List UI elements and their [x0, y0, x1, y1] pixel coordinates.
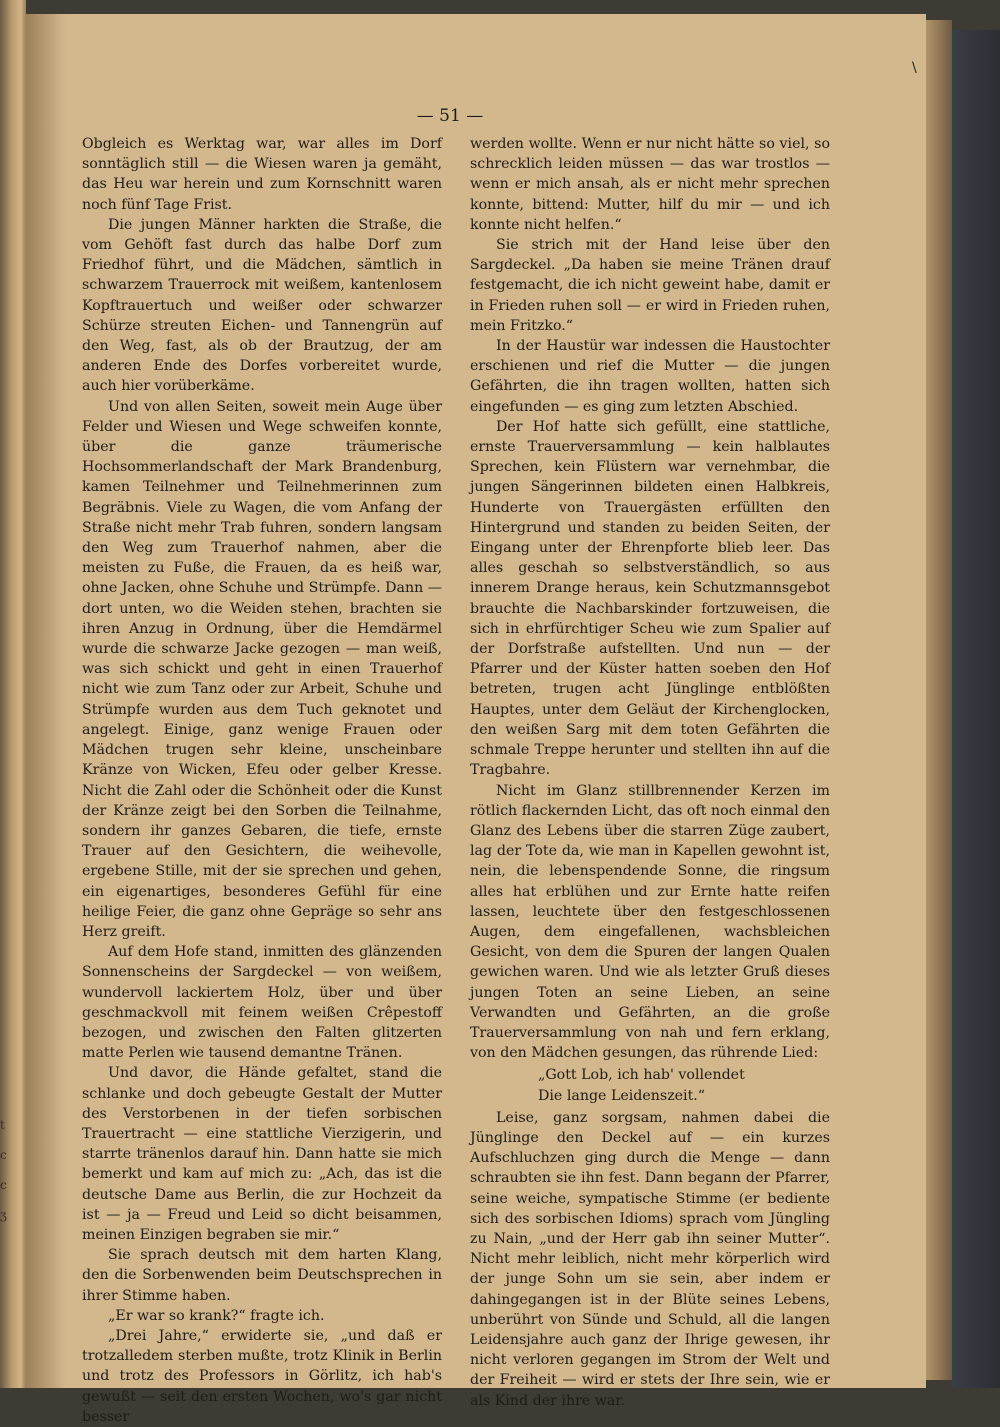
verse-line: Die lange Leidenszeit.“ [538, 1087, 706, 1104]
paragraph: Nicht im Glanz stillbrennender Kerzen im rötlich flackernden Licht, das oft noch einmal den Glanz des Lebens über die starren Züge zaubert, lag der Tote da, wie man in Kapellen gewohnt ist, nein, die lebenspendende Sonne, die ringsum alles hat erblühen und zur Ernte hatte reifen lassen, leuchtete über den festgeschlossenen Augen, dem eingefallenen, wachsbleichen Gesicht, von dem die Spuren der langen Qualen gewichen waren. Und wie als letzter Gruß dieses jungen Toten an seine Lieben, an seine Verwandten und Gefährten, an die große Trauerversammlung von nah und fern erklang, von den Mädchen gesungen, das rührende Lied: [470, 782, 830, 1062]
book-cover [952, 30, 1000, 1388]
page-stack-edge [926, 20, 952, 1380]
paragraph: Der Hof hatte sich gefüllt, eine stattliche, ernste Trauerversammlung — kein halblautes Sprechen, kein Flüstern war vernehmbar, die jungen Sängerinnen bildeten einen Halbkreis, Hunderte von Trauergästen erfüllten den Hintergrund und standen zu beiden Seiten, der Eingang unter der Ehrenpforte blieb leer. Das alles geschah so selbstverständlich, so aus innerem Drange heraus, kein Schutzmannsgebot brauchte die Nachbarskinder fortzuweisen, die sich in ehrfürchtiger Scheu wie zum Spalier auf der Dorfstraße aufstellten. Und nun — der Pfarrer und der Küster hatten soeben den Hof betreten, trugen acht Jünglinge entblößten Hauptes, unter dem Geläut der Kirchenglocken, den weißen Sarg mit dem toten Gefährten die schmale Treppe herunter und stellten ihn auf die Tragbahre. [470, 418, 830, 779]
left-column [82, 134, 442, 1427]
prev-letter: ʒ [0, 1208, 7, 1222]
paragraph: In der Haustür war indessen die Haustochter erschienen und rief die Mutter — die jungen Gefährten, die ihn tragen wollten, hatten sich eingefunden — es ging zum letzten Abschied. [470, 338, 830, 415]
paragraph: werden wollte. Wenn er nur nicht hätte so viel, so schrecklich leiden müssen — das war trostlos — wenn er mich ansah, als er nicht mehr sprechen konnte, bittend: Mutter, hilf du mir — und ich konnte nicht helfen.“ [470, 136, 830, 233]
prev-letter: t [0, 1118, 5, 1132]
prev-letter: c [0, 1148, 7, 1162]
book-page [26, 14, 926, 1425]
paragraph: Sie sprach deutsch mit dem harten Klang, den die Sorbenwenden beim Deutschsprechen in ihrer Stimme haben. [82, 1247, 442, 1304]
paragraph: „Drei Jahre,“ erwiderte sie, „und daß er trotzalledem sterben mußte, trotz Klinik in Berlin und trotz des Professors in Görlitz, ich hab's gewußt — seit den ersten Wochen, wo's gar nicht besser [82, 1327, 442, 1425]
paragraph: Obgleich es Werktag war, war alles im Dorf sonntäglich still — die Wiesen waren ja gemäht, das Heu war herein und zum Kornschnitt waren noch fünf Tage Frist. [82, 136, 442, 213]
song-verse [538, 1065, 830, 1105]
previous-page-edge [0, 0, 26, 1388]
paragraph: Die jungen Männer harkten die Straße, die vom Gehöft fast durch das halbe Dorf zum Friedhof führt, und die Mädchen, sämtlich in schwarzem Trauerrock mit weißem, kantenlosem Kopftrauertuch und weißer oder schwarzer Schürze streuten Eichen- und Tannengrün auf den Weg, fast, als ob der Brautzug, der am anderen Ende des Dorfes vorbereitet wurde, auch hier vorüberkäme. [82, 216, 442, 395]
edge-mark: \ [912, 60, 917, 76]
paragraph: Leise, ganz sorgsam, nahmen dabei die Jünglinge den Deckel auf — ein kurzes Aufschluchzen ging durch die Menge — dann schraubten sie ihn fest. Dann begann der Pfarrer, seine weiche, sympatische Stimme (er bediente sich des sorbischen Idioms) sprach vom Jüngling zu Nain, „und der Herr gab ihn seiner Mutter“. Nicht mehr leiblich, nicht mehr körperlich wird der junge Sohn um sie sein, aber indem er dahingegangen ist in der Blüte seines Lebens, unberührt von Sünde und Schuld, all die langen Leidensjahre auch ganz der Ihrige gewesen, ihr nicht verloren gegangen im Strom der Welt und der Freiheit — wird er stets der Ihre sein, wie er als Kind der ihre war. [470, 1109, 830, 1409]
verse-line: „Gott Lob, ich hab' vollendet [538, 1067, 745, 1084]
paragraph: Sie strich mit der Hand leise über den Sargdeckel. „Da haben sie meine Tränen drauf festgemacht, die ich nicht geweint habe, damit er in Frieden ruhen soll — er wird in Frieden ruhen, mein Fritzko.“ [470, 237, 830, 334]
right-column [470, 134, 830, 1411]
prev-letter: c [0, 1178, 7, 1192]
gutter-shadow [26, 14, 66, 1388]
previous-page-letters [0, 1110, 12, 1230]
paragraph: Und davor, die Hände gefaltet, stand die schlanke und doch gebeugte Gestalt der Mutter des Verstorbenen in der tiefen sorbischen Trauertracht — eine stattliche Vierzigerin, und starrte tränenlos darauf hin. Dann hatte sie mich bemerkt und kam auf mich zu: „Ach, das ist die deutsche Dame aus Berlin, die zur Hochzeit da ist — ja — Freud und Leid so dicht beisammen, meinen Einzigen begraben sie mir.“ [82, 1065, 442, 1243]
paragraph: Auf dem Hofe stand, inmitten des glänzenden Sonnenscheins der Sargdeckel — von weißem, wundervoll lackiertem Holz, über und über geschmackvoll mit feinem weißen Crêpestoff bezogen, und zwischen den Falten glitzerten matte Perlen wie tausend demantne Tränen. [82, 944, 442, 1062]
paragraph: Und von allen Seiten, soweit mein Auge über Felder und Wiesen und Wege schweifen konnte, über die ganze träumerische Hochsommerlandschaft der Mark Brandenburg, kamen Teilnehmer und Teilnehmerinnen zum Begräbnis. Viele zu Wagen, die vom Anfang der Straße nicht mehr Trab fuhren, sondern langsam den Weg zum Trauerhof nahmen, aber die meisten zu Fuße, die Frauen, da es heiß war, ohne Jacken, ohne Schuhe und Strümpfe. Dann — dort unten, wo die Weiden stehen, brachten sie ihren Anzug in Ordnung, über die Hemdärmel wurde die schwarze Jacke gezogen — man weiß, was sich schickt und geht in einen Trauerhof nicht wie zum Tanz oder zur Arbeit, Schuhe und Strümpfe wurden aus dem Tuch geknotet und angelegt. Einige, ganz wenige Frauen oder Mädchen trugen sehr kleine, unscheinbare Kränze von Wicken, Efeu oder gelber Kresse. Nicht die Zahl oder die Schönheit oder die Kunst der Kränze zeigt bei den Sorben die Teilnahme, sondern ihr ganzes Gebaren, die tiefe, ernste Trauer auf den Gesichtern, die weihevolle, ergebene Stille, mit der sie sprechen und gehen, ein eigenartiges, besonderes Gefühl für eine heilige Feier, die ganz ohne Gepräge so sehr ans Herz greift. [82, 398, 442, 940]
paragraph: „Er war so krank?“ fragte ich. [108, 1307, 325, 1324]
page-number: — 51 — [416, 106, 484, 126]
